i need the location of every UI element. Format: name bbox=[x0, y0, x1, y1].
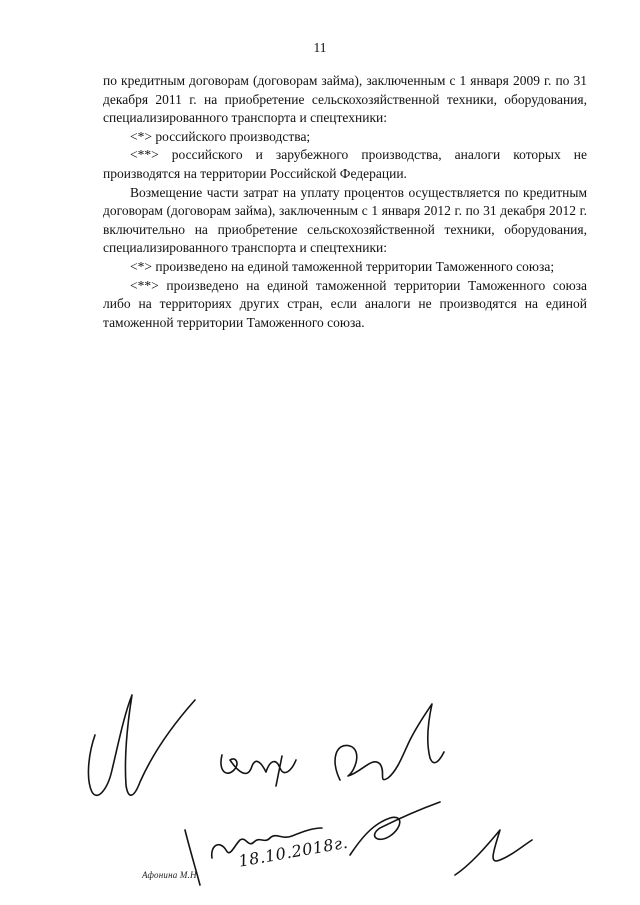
paragraph-reimbursement-2012: Возмещение части затрат на уплату процентов осуществляется по кредитным договорам (договорам займа), заключенным с 1 января 2012 г. по 31 декабря 2012 г. включительно на приобретение сельскохозяйственной техники, оборудования, специализированного транспорта и спецтехники: bbox=[103, 184, 587, 256]
signatures-area bbox=[0, 660, 640, 905]
signature-5 bbox=[350, 802, 532, 875]
handwritten-date: 18.10.2018г. bbox=[237, 832, 350, 871]
paragraph-note-russian-production: <*> российского производства; bbox=[130, 128, 311, 144]
paragraph-note-customs-union: <*> произведено на единой таможенной территории Таможенного союза; bbox=[130, 258, 555, 274]
paragraph-credit-contracts-2009-2011: по кредитным договорам (договорам займа), заключенным с 1 января 2009 г. по 31 декабря 2011 г. на приобретение сельскохозяйственной техники, оборудования, специализированного транспорта и спецтехники: bbox=[103, 73, 587, 126]
signatures-graphic bbox=[0, 660, 640, 905]
signature-3 bbox=[335, 704, 444, 780]
signature-2 bbox=[221, 755, 296, 786]
document-body bbox=[103, 72, 587, 332]
executor-note: Афонина М.Н. bbox=[142, 870, 200, 880]
paragraph-note-other-countries: <**> произведено на единой таможенной территории Таможенного союза либо на территориях других стран, если аналоги не производятся на единой таможенной территории Таможенного союза. bbox=[103, 277, 587, 330]
signature-1 bbox=[88, 695, 195, 795]
paragraph-note-foreign-production: <**> российского и зарубежного производства, аналоги которых не производятся на территории Российской Федерации. bbox=[103, 147, 587, 181]
page-number: 11 bbox=[313, 40, 327, 55]
